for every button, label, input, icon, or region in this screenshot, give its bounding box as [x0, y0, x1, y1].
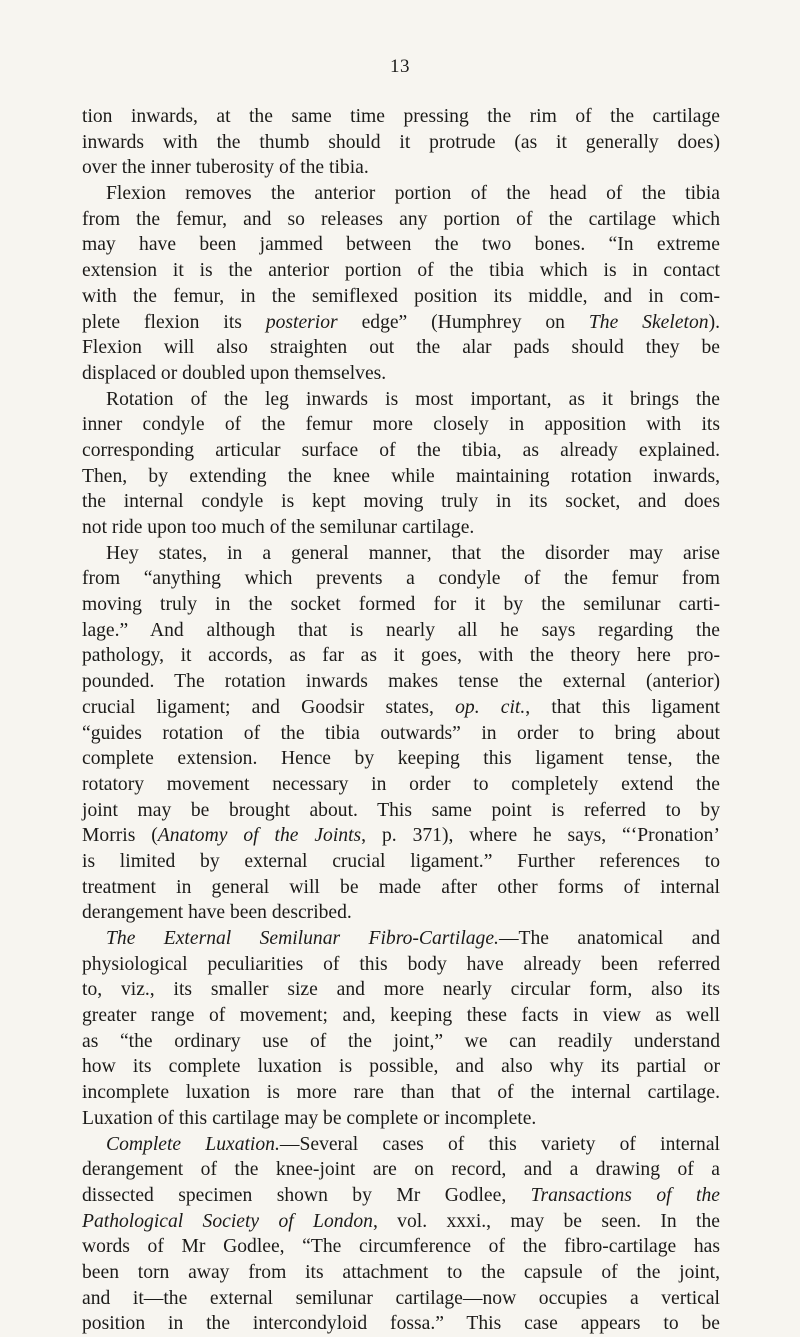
page-number: 13: [390, 56, 410, 77]
citation-title: Pathological Society of London: [82, 1210, 373, 1232]
text-line: [82, 926, 720, 952]
text-line: lage.” And although that is nearly all he says regarding the: [82, 619, 720, 641]
text-line: [82, 310, 720, 336]
text-line: been torn away from its attachment to the capsule of the joint,: [82, 1261, 720, 1283]
text-line: how its complete luxation is possible, and also why its partial or: [82, 1056, 720, 1078]
section-heading: Complete Luxation.: [106, 1133, 280, 1155]
text-line: treatment in general will be made after other forms of internal: [82, 876, 720, 898]
text-line: with the femur, in the semiflexed position its middle, and in com-: [82, 285, 720, 307]
citation-title: Anatomy of the Joints: [157, 825, 362, 847]
text-line: tion inwards, at the same time pressing the rim of the cartilage: [82, 106, 720, 127]
text-line: rotatory movement necessary in order to completely extend the: [82, 773, 720, 795]
text-run: plete flexion its: [82, 311, 266, 333]
text-run: , vol. xxxi., may be seen. In the: [372, 1210, 720, 1232]
text-line: Hey states, in a general manner, that the disorder may arise: [106, 542, 720, 564]
text-line: [82, 823, 720, 849]
text-line: inner condyle of the femur more closely in apposition with its: [82, 414, 720, 436]
text-line: Rotation of the leg inwards is most important, as it brings the: [106, 388, 720, 410]
text-line: derangement of the knee-joint are on record, and a drawing of a: [82, 1159, 720, 1181]
text-run: Morris (: [82, 825, 158, 847]
text-line: words of Mr Godlee, “The circumference of the fibro-cartilage has: [82, 1236, 720, 1258]
text-line: moving truly in the socket formed for it by the semilunar carti-: [82, 594, 720, 616]
text-line: [82, 1209, 720, 1235]
text-line: to, viz., its smaller size and more nearly circular form, also its: [82, 979, 720, 1001]
text-line: the internal condyle is kept moving truly in its socket, and does: [82, 491, 720, 513]
text-line: Flexion removes the anterior portion of the head of the tibia: [106, 183, 720, 205]
text-run: edge” (Humphrey on: [337, 311, 589, 333]
text-line: derangement have been described.: [82, 902, 352, 924]
text-line: “guides rotation of the tibia outwards” in order to bring about: [82, 722, 720, 744]
citation-title: The Skeleton: [588, 311, 709, 333]
text-line: displaced or doubled upon themselves.: [82, 362, 387, 384]
italic-term: posterior: [265, 311, 338, 333]
text-line: [82, 1183, 720, 1209]
text-line: and it—the external semilunar cartilage—now occupies a vertical: [82, 1287, 720, 1309]
text-line: not ride upon too much of the semilunar cartilage.: [82, 517, 475, 538]
text-line: Flexion will also straighten out the alar pads should they be: [82, 337, 720, 359]
text-line: may have been jammed between the two bones. “In extreme: [82, 234, 720, 256]
text-line: corresponding articular surface of the tibia, as already explained.: [82, 439, 720, 461]
text-line: physiological peculiarities of this body have already been referred: [82, 953, 720, 975]
text-run: crucial ligament; and Goodsir states,: [82, 696, 456, 718]
text-line: [82, 1132, 720, 1158]
text-run: ).: [708, 311, 720, 333]
citation-title: Transactions of the: [530, 1184, 720, 1206]
text-line: joint may be brought about. This same point is referred to by: [82, 799, 720, 821]
text-line: pounded. The rotation inwards makes tense the external (anterior): [82, 671, 720, 693]
text-line: [82, 695, 720, 721]
text-run: , p. 371), where he says, “‘Pronation’: [361, 825, 720, 847]
section-heading: The External Semilunar Fibro-Cartilage.: [106, 928, 499, 949]
text-line: over the inner tuberosity of the tibia.: [82, 157, 369, 179]
text-line: from “anything which prevents a condyle of the femur from: [82, 568, 720, 590]
text-line: pathology, it accords, as far as it goes, with the theory here pro-: [82, 645, 720, 667]
text-run: dissected specimen shown by Mr Godlee,: [82, 1184, 531, 1206]
text-run: —Several cases of this variety of internal: [279, 1133, 720, 1155]
text-line: from the femur, and so releases any portion of the cartilage which: [82, 208, 720, 230]
text-line: incomplete luxation is more rare than that of the internal cartilage.: [82, 1082, 720, 1104]
text-line: Luxation of this cartilage may be complete or incomplete.: [82, 1107, 537, 1129]
text-line: complete extension. Hence by keeping this ligament tense, the: [82, 748, 720, 770]
text-run: , that this ligament: [525, 696, 720, 718]
text-line: extension it is the anterior portion of the tibia which is in contact: [82, 260, 720, 282]
text-run: —The anatomical and: [498, 928, 720, 949]
text-line: is limited by external crucial ligament.” Further references to: [82, 850, 720, 872]
text-line: greater range of movement; and, keeping these facts in view as well: [82, 1005, 720, 1027]
text-line: Then, by extending the knee while maintaining rotation inwards,: [82, 465, 720, 487]
italic-term: op. cit.: [455, 696, 526, 718]
text-line: position in the intercondyloid fossa.” This case appears to be: [82, 1313, 720, 1335]
text-line: as “the ordinary use of the joint,” we can readily understand: [82, 1030, 720, 1052]
text-line: inwards with the thumb should it protrude (as it generally does): [82, 131, 720, 153]
body-text: [82, 104, 720, 1337]
